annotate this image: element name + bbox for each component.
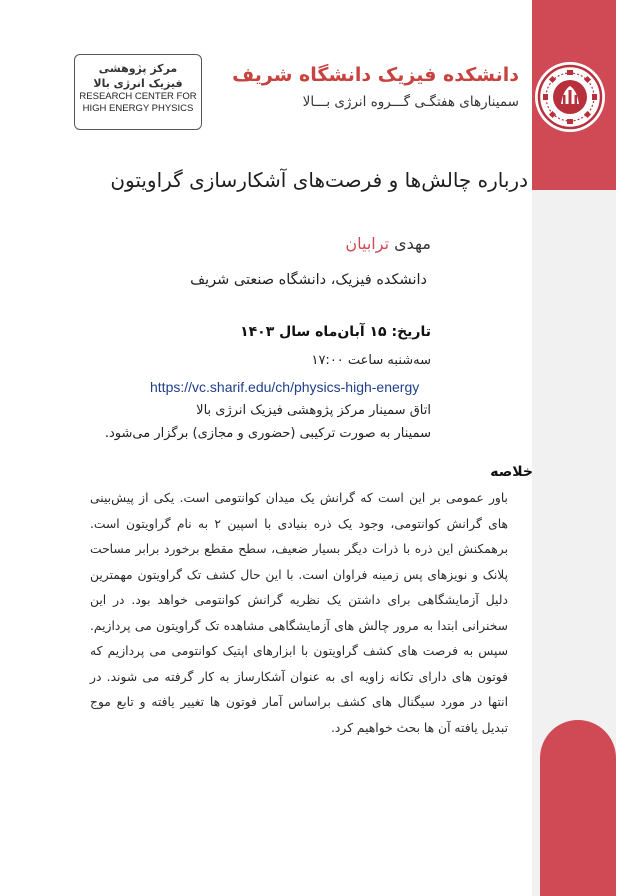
rc-en-line1: RESEARCH CENTER FOR (79, 91, 197, 102)
university-logo (535, 62, 605, 132)
research-center-logo (74, 54, 202, 130)
speaker-affiliation: دانشکده فیزیک، دانشگاه صنعتی شریف (190, 272, 427, 288)
event-room: اتاق سمینار مرکز پژوهشی فیزیک انرژی بالا (196, 403, 431, 418)
seminar-series-subtitle: سمینارهای هفتگـی گـــروه انرژی بـــالا (302, 94, 519, 110)
speaker-last-name: ترابیان (345, 234, 390, 253)
rc-en-line2: HIGH ENERGY PHYSICS (82, 103, 194, 114)
online-meeting-link[interactable]: https://vc.sharif.edu/ch/physics-high-energy (150, 379, 420, 395)
side-accent-bottom (540, 720, 616, 896)
talk-title: درباره چالش‌ها و فرصت‌های آشکارسازی گراویتون (110, 168, 528, 192)
abstract-text: باور عمومی بر این است که گرانش یک میدان کوانتومی است. یکی از پیش‌بینی های گرانش کوانتومی، وجود یک ذره بنیادی با اسپین ۲ به نام گراویتون است. برهمکنش این ذره با ذرات دیگر بسیار ضعیف، سطح مقطع برخورد برابر مساحت پلانک و نویزهای پس زمینه فراوان است. با این حال کشف تک گراویتون مهمترین دلیل آزمایشگاهی برای داشتن یک نظریه گرانش کوانتومی خواهد بود. در این سخنرانی ابتدا به مرور چالش های آزمایشگاهی مشاهده تک گراویتون می پردازیم. سپس به فرصت های کشف گراویتون با ابزارهای اپتیک کوانتومی می پردازیم که فوتون های دارای تکانه زاویه ای به عنوان آشکارساز به کار گرفته می شوند. در انتها در مورد سیگنال های کشف براساس آمار فوتون ها تغییر یافته و تابع موج تبدیل یافته آن ها بحث خواهیم کرد. (90, 491, 508, 735)
speaker-first-name: مهدی (394, 234, 431, 253)
rc-fa-line2: فیزیک انرژی بالا (93, 77, 183, 90)
abstract-heading: خلاصه (490, 464, 533, 480)
rc-fa-line1: مرکز پژوهشی (98, 62, 178, 75)
event-date: تاریخ: ۱۵ آبان‌ماه سال ۱۴۰۳ (240, 324, 431, 340)
department-title: دانشکده فیزیک دانشگاه شریف (232, 64, 519, 86)
event-time: سه‌شنبه ساعت ۱۷:۰۰ (311, 353, 431, 368)
speaker-name (345, 234, 431, 253)
event-mode: سمینار به صورت ترکیبی (حضوری و مجازی) برگزار می‌شود. (104, 426, 431, 441)
sharif-logo-icon (537, 64, 603, 130)
